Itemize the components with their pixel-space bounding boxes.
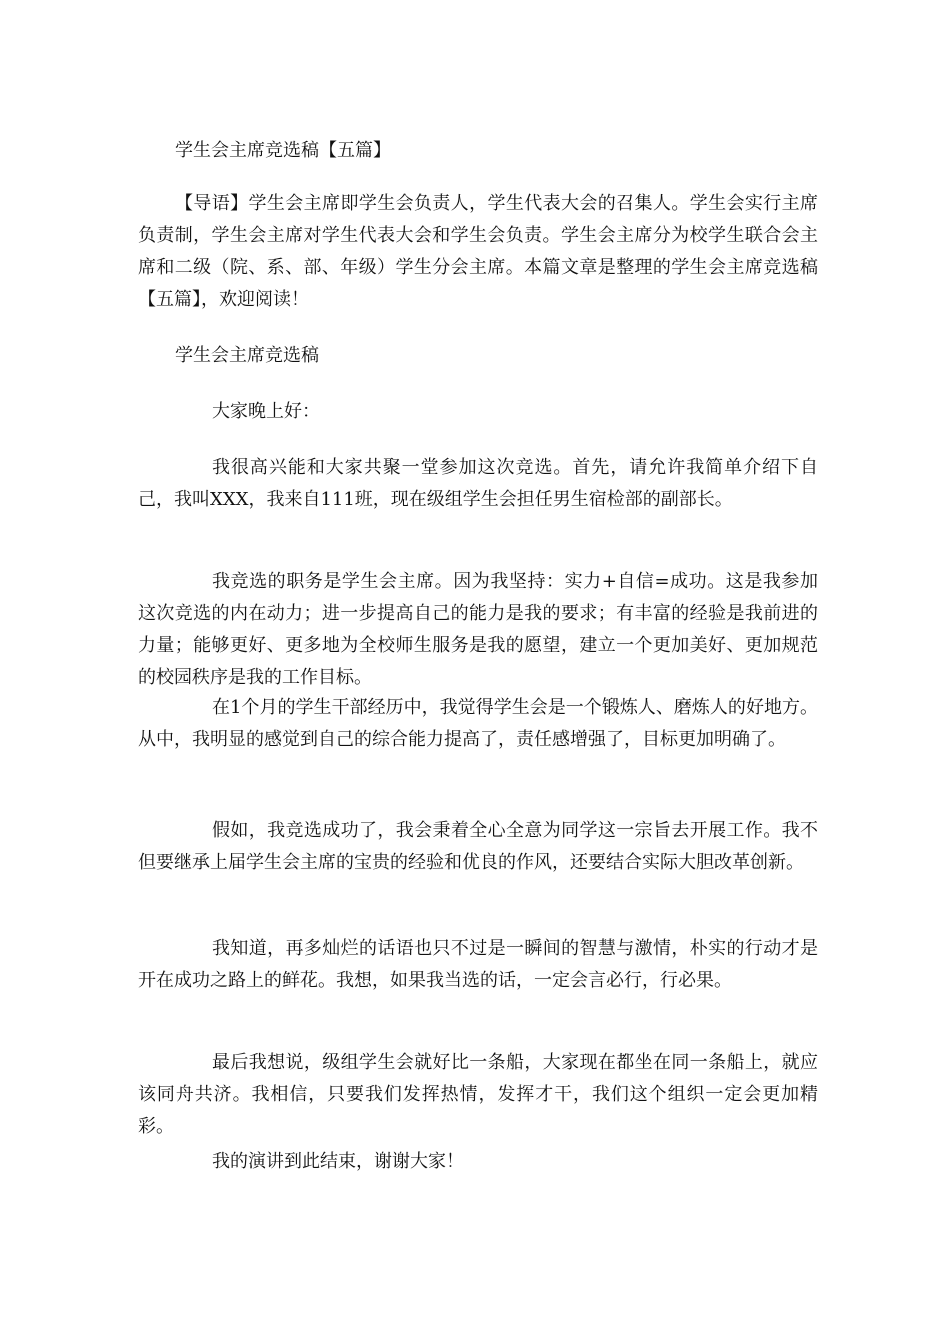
- speech-closing: 我的演讲到此结束，谢谢大家！: [212, 1151, 464, 1172]
- intro-paragraph: 【导语】学生会主席即学生会负责人，学生代表大会的召集人。学生会实行主席负责制，学生会主席对学生代表大会和学生会负责。学生会主席分为校学生联合会主席和二级（院、系、部、年级）学生分会主席。本篇文章是整理的学生会主席竞选稿【五篇】，欢迎阅读！: [138, 193, 818, 310]
- speech-paragraph: 我竞选的职务是学生会主席。因为我坚持：实力+自信=成功。这是我参加这次竞选的内在动力；进一步提高自己的能力是我的要求；有丰富的经验是我前进的力量；能够更好、更多地为全校师生服务是我的愿望，建立一个更加美好、更加规范的校园秩序是我的工作目标。: [138, 571, 818, 688]
- speech-paragraph: 在1个月的学生干部经历中，我觉得学生会是一个锻炼人、磨炼人的好地方。从中，我明显的感觉到自己的综合能力提高了，责任感增强了，目标更加明确了。: [138, 697, 818, 750]
- speech-paragraph: 我很高兴能和大家共聚一堂参加这次竞选。首先，请允许我简单介绍下自己，我叫XXX，我来自111班，现在级组学生会担任男生宿检部的副部长。: [138, 457, 818, 510]
- speech-paragraph: 假如，我竞选成功了，我会秉着全心全意为同学这一宗旨去开展工作。我不但要继承上届学生会主席的宝贵的经验和优良的作风，还要结合实际大胆改革创新。: [138, 820, 818, 873]
- speech-greeting: 大家晚上好：: [212, 401, 320, 422]
- document-title: 学生会主席竞选稿【五篇】: [175, 140, 391, 161]
- section-subtitle: 学生会主席竞选稿: [175, 345, 319, 366]
- speech-paragraph: 最后我想说，级组学生会就好比一条船，大家现在都坐在同一条船上，就应该同舟共济。我相信，只要我们发挥热情，发挥才干，我们这个组织一定会更加精彩。: [138, 1052, 818, 1137]
- speech-paragraph: 我知道，再多灿烂的话语也只不过是一瞬间的智慧与激情，朴实的行动才是开在成功之路上的鲜花。我想，如果我当选的话，一定会言必行，行必果。: [138, 938, 818, 991]
